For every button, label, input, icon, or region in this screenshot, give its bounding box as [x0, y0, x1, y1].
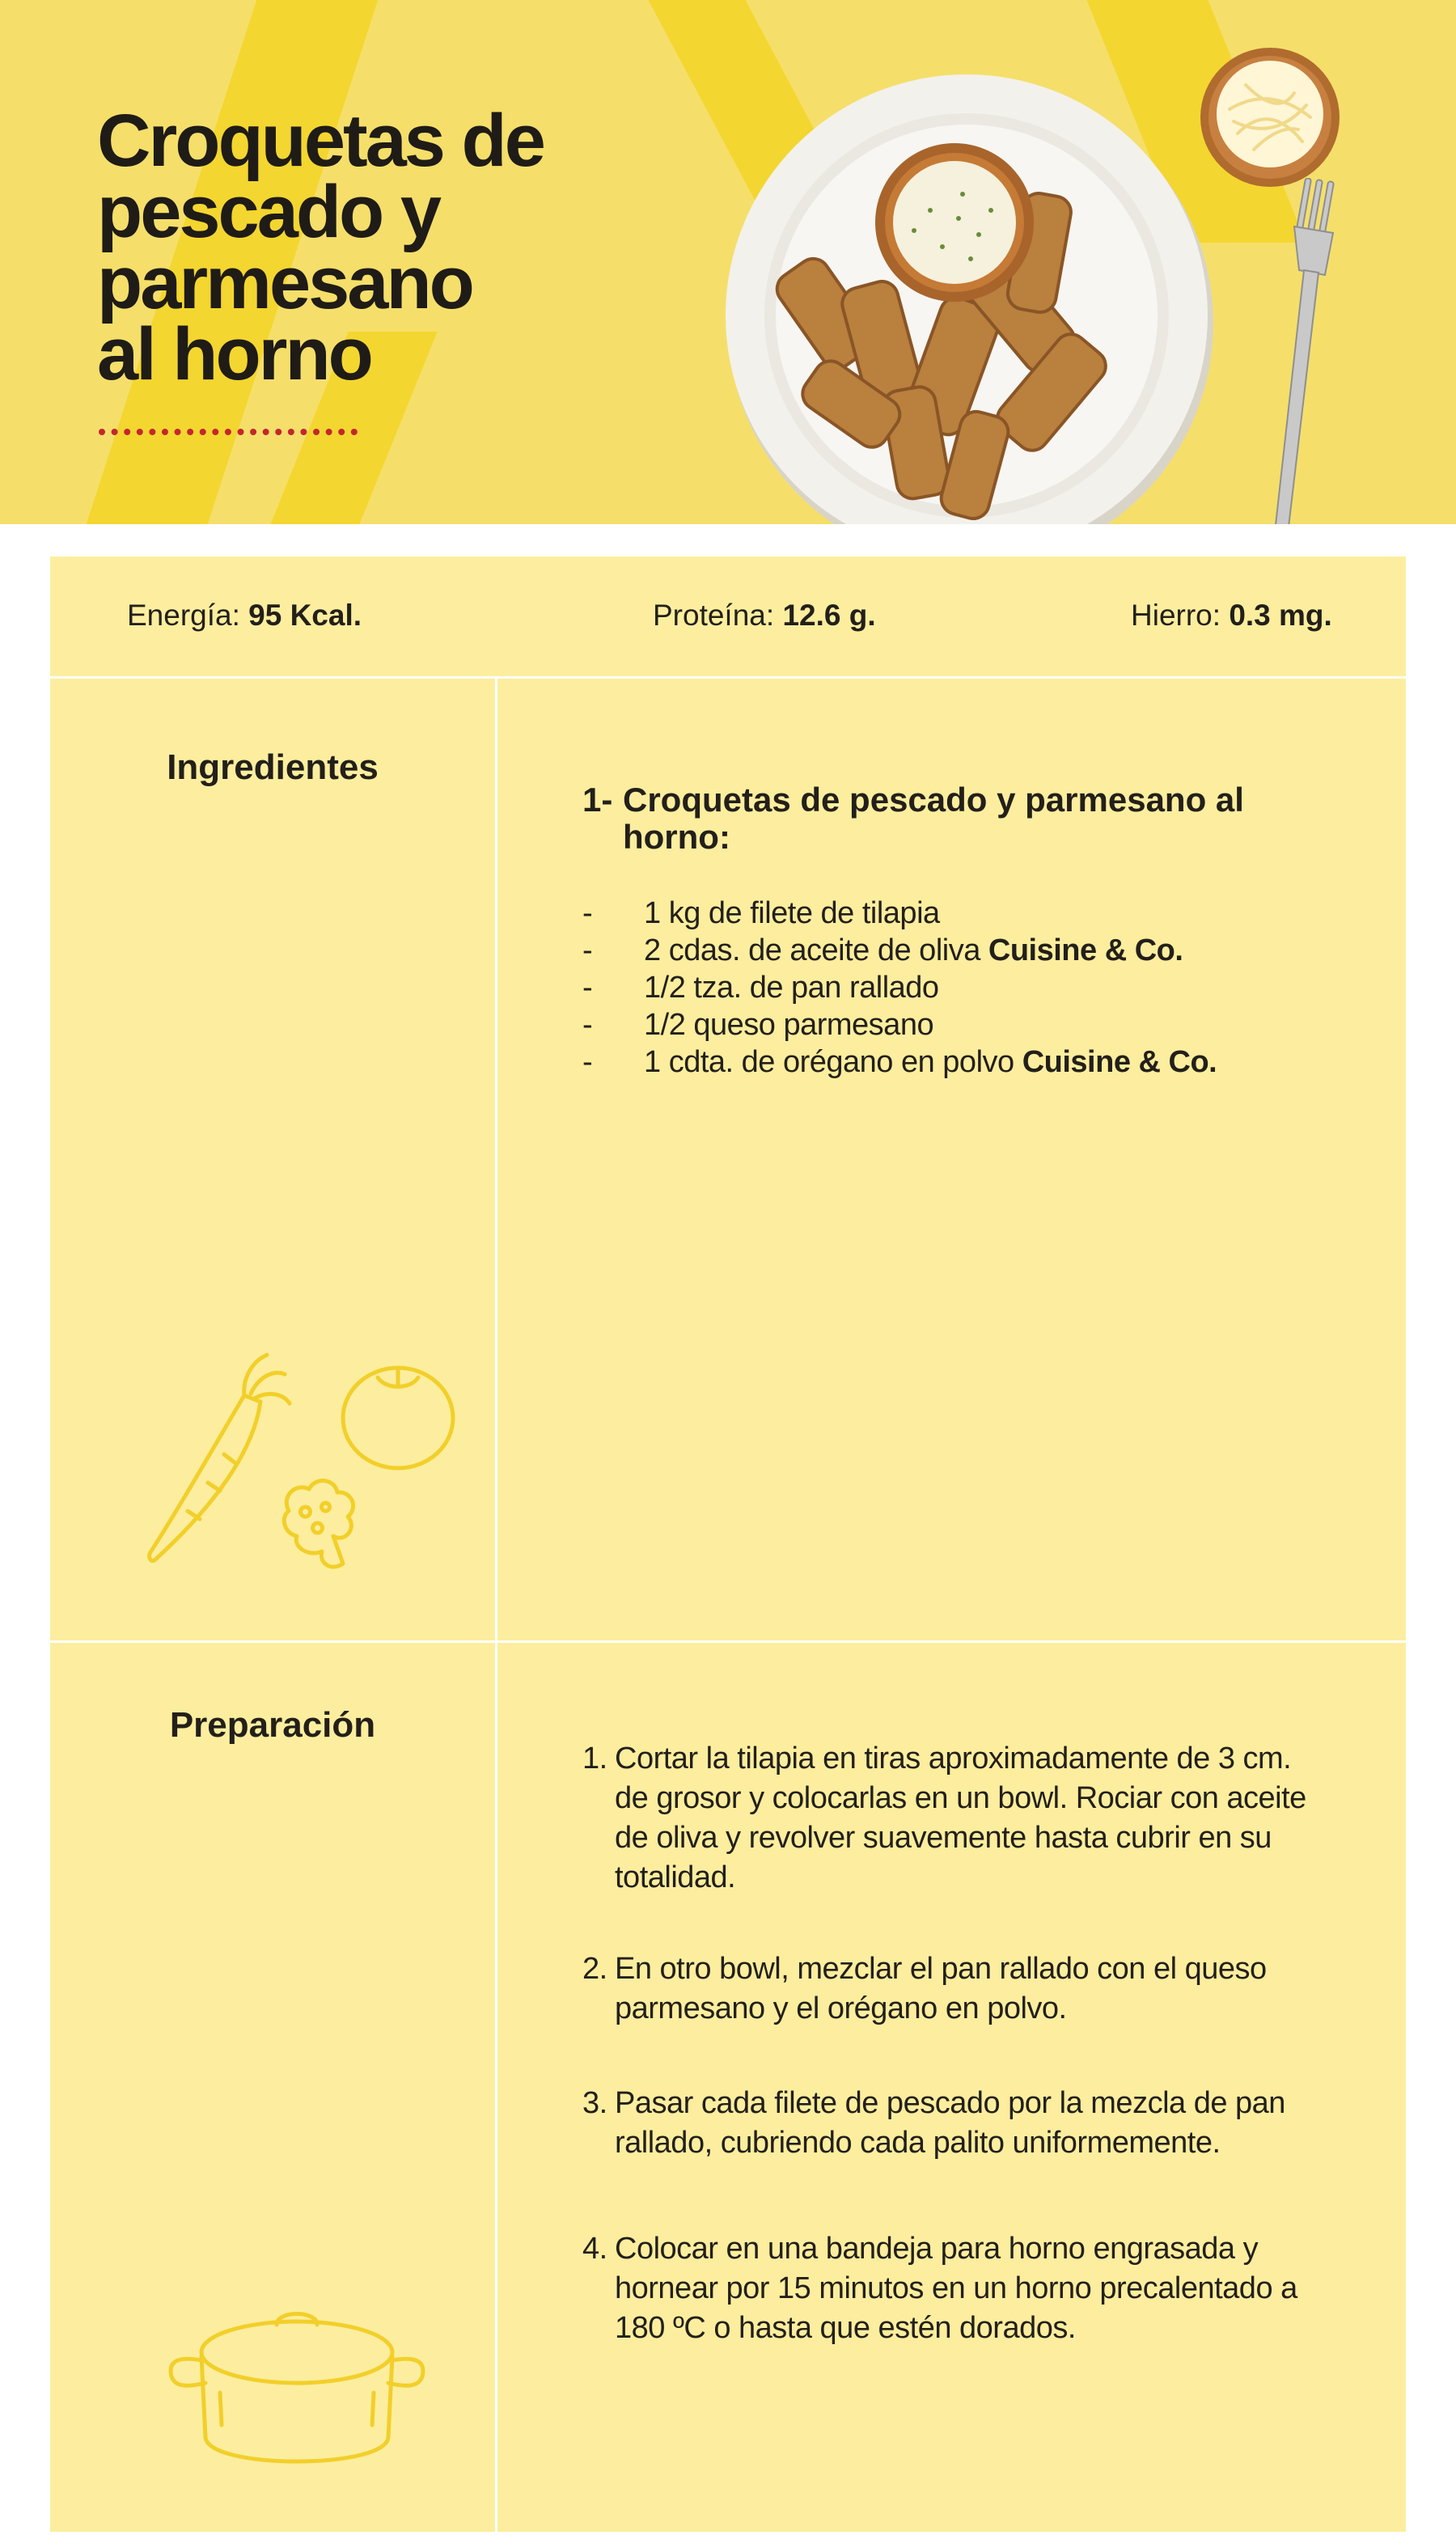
ingredient-text: 1/2 queso parmesano: [644, 1008, 934, 1042]
vegetables-doodle-icon: [131, 1345, 471, 1588]
recipe-title: [97, 99, 544, 396]
pot-doodle-icon: [131, 2296, 471, 2490]
ingredient-text: 1 cdta. de orégano en polvo: [644, 1045, 1022, 1079]
recipe-number: 1-: [582, 781, 613, 819]
brand-name: Cuisine & Co.: [1022, 1045, 1217, 1079]
iron-value: 0.3 mg.: [1229, 599, 1332, 632]
cheese-bowl-photo: [1197, 44, 1343, 190]
step-number: 1.: [582, 1742, 607, 1776]
title-line: pescado y: [97, 171, 439, 253]
fish-croquettes-photo: [720, 73, 1221, 524]
title-line: parmesano: [97, 242, 472, 324]
ingredients-title: Ingredientes: [167, 747, 379, 787]
step-text: Cortar la tilapia en tiras aproximadamente de 3 cm. de grosor y colocarlas en un bowl. Rociar con aceite de oliva y revolver suavemente hasta cubrir en su totalidad.: [615, 1742, 1306, 1894]
protein-label: Proteína:: [653, 599, 775, 632]
step-number: 3.: [582, 2086, 607, 2120]
preparation-step: [582, 1949, 1359, 2029]
nutrition-bar: [50, 557, 1406, 679]
list-item: [582, 1043, 1217, 1081]
hero-banner: [0, 0, 1456, 524]
energy-info: [127, 599, 362, 633]
preparation-title: Preparación: [169, 1705, 376, 1745]
step-text: En otro bowl, mezclar el pan rallado con el queso parmesano y el orégano en polvo.: [615, 1952, 1267, 2025]
dotted-divider: [99, 429, 358, 435]
list-dash: -: [582, 896, 593, 930]
list-dash: -: [582, 1045, 593, 1079]
list-item: [582, 932, 1217, 969]
list-item: [582, 895, 1217, 932]
title-line: al horno: [97, 313, 371, 396]
title-line: Croquetas de: [97, 99, 544, 182]
fork-icon: [1230, 178, 1343, 524]
energy-label: Energía:: [127, 599, 240, 632]
brand-name: Cuisine & Co.: [988, 933, 1183, 967]
list-dash: -: [582, 933, 593, 967]
recipe-name: Croquetas de pescado y parmesano al horno:: [623, 781, 1244, 856]
ingredient-list: [582, 895, 1217, 1081]
energy-value: 95 Kcal.: [248, 599, 362, 632]
step-text: Colocar en una bandeja para horno engrasada y hornear por 15 minutos en un horno precalentado a 180 ºC o hasta que estén dorados.: [615, 2232, 1297, 2345]
column-divider: [495, 676, 497, 2532]
recipe-card: [50, 557, 1406, 2532]
step-number: 2.: [582, 1952, 607, 1986]
protein-info: [653, 599, 876, 633]
preparation-step: [582, 2084, 1359, 2163]
preparation-step: [582, 1739, 1359, 1898]
protein-value: 12.6 g.: [782, 599, 876, 632]
section-divider: [50, 1640, 1406, 1643]
ingredient-text: 2 cdas. de aceite de oliva: [644, 933, 988, 967]
step-text: Pasar cada filete de pescado por la mezcla de pan rallado, cubriendo cada palito uniformemente.: [615, 2086, 1285, 2160]
list-item: [582, 1006, 1217, 1043]
preparation-step: [582, 2229, 1359, 2348]
ingredient-text: 1 kg de filete de tilapia: [644, 896, 940, 930]
list-dash: -: [582, 1008, 593, 1042]
list-dash: -: [582, 971, 593, 1005]
iron-label: Hierro:: [1131, 599, 1221, 632]
list-item: [582, 969, 1217, 1006]
ingredient-text: 1/2 tza. de pan rallado: [644, 971, 939, 1005]
iron-info: [1131, 599, 1332, 633]
step-number: 4.: [582, 2232, 607, 2266]
